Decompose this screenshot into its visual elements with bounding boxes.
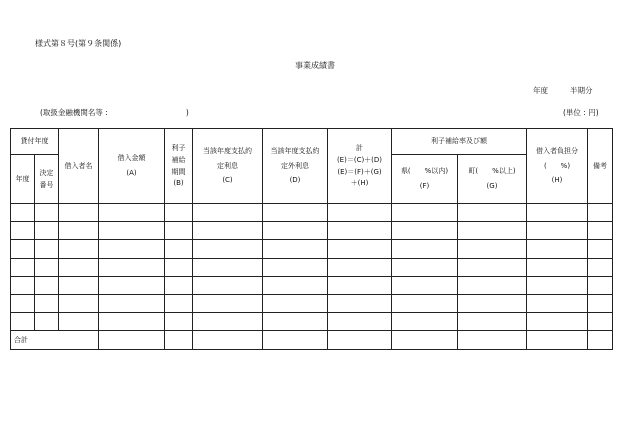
cell-prefecture[interactable] [392,276,458,294]
town-code: (G) [486,182,498,190]
total-cell[interactable] [527,331,588,350]
cell-town[interactable] [458,222,527,240]
half-label: 半期分 [570,86,593,95]
institution-line [40,107,189,118]
cell-year[interactable] [11,258,35,276]
period-line [533,85,593,96]
cell-subsidy-period[interactable] [165,294,193,312]
cell-non-contract-interest[interactable] [263,240,328,258]
header-row-1 [11,129,613,155]
col-total [328,129,392,204]
cell-non-contract-interest[interactable] [263,258,328,276]
total-cell[interactable] [328,331,392,350]
table-row [11,276,613,294]
prefecture-code: (F) [419,182,430,190]
cell-borrower-share[interactable] [527,222,588,240]
subsidy-period-line-3: 期間 [171,167,186,176]
cell-borrower[interactable] [59,294,99,312]
total-label: 計 [356,144,363,152]
cell-decision-number[interactable] [35,258,59,276]
total-cell[interactable] [588,331,613,350]
form-number: 様式第８号(第９条関係) [35,39,122,48]
total-cell[interactable] [458,331,527,350]
cell-loan-amount[interactable] [99,204,165,222]
year-label: 年度 [533,86,548,95]
institution-label: (取扱金融機関名等 : [40,108,108,117]
cell-total[interactable] [328,294,392,312]
cell-town[interactable] [458,204,527,222]
cell-borrower-share[interactable] [527,313,588,331]
table-row [11,313,613,331]
cell-borrower-share[interactable] [527,258,588,276]
cell-year[interactable] [11,222,35,240]
cell-remarks[interactable] [588,294,613,312]
cell-subsidy-period[interactable] [165,258,193,276]
cell-subsidy-period[interactable] [165,204,193,222]
table-row [11,258,613,276]
cell-contract-interest[interactable] [193,313,263,331]
total-cell[interactable] [263,331,328,350]
total-cell[interactable] [165,331,193,350]
cell-contract-interest[interactable] [193,204,263,222]
non-contract-interest-code: (D) [289,176,301,185]
cell-year[interactable] [11,276,35,294]
cell-prefecture[interactable] [392,258,458,276]
col-borrower-share [527,129,588,204]
total-cell[interactable] [392,331,458,350]
cell-subsidy-period[interactable] [165,276,193,294]
cell-town[interactable] [458,276,527,294]
town-label: 町( %以上) [468,167,516,176]
cell-borrower[interactable] [59,204,99,222]
col-borrower: 借入者名 [59,129,99,204]
col-town [458,155,527,204]
cell-total[interactable] [328,258,392,276]
subsidy-period-line-1: 利子 [171,144,186,152]
cell-year[interactable] [11,240,35,258]
cell-decision-number[interactable] [35,276,59,294]
cell-borrower[interactable] [59,276,99,294]
contract-interest-code: (C) [222,176,233,185]
borrower-share-label: 借入者負担分 [536,146,578,155]
borrower-share-pct: ( %) [543,161,571,170]
cell-total[interactable] [328,276,392,294]
table-row [11,222,613,240]
decision-number-line-2: 番号 [39,180,54,189]
subsidy-period-code: (B) [173,179,184,188]
non-contract-interest-line-1: 当該年度支払約 [270,146,320,155]
col-remarks: 備考 [588,129,613,204]
table-row [11,240,613,258]
cell-non-contract-interest[interactable] [263,294,328,312]
cell-decision-number[interactable] [35,313,59,331]
results-table [10,128,613,350]
subsidy-period-line-2: 補給 [171,155,186,164]
total-formula-1: (E)＝(C)＋(D) [336,155,383,164]
cell-borrower-share[interactable] [527,204,588,222]
cell-borrower[interactable] [59,313,99,331]
loan-amount-code: (A) [126,169,137,177]
cell-borrower-share[interactable] [527,276,588,294]
cell-remarks[interactable] [588,313,613,331]
unit-label: (単位 : 円) [563,108,599,117]
cell-year[interactable] [11,313,35,331]
cell-contract-interest[interactable] [193,258,263,276]
decision-number-line-1: 決定 [39,168,54,177]
cell-total[interactable] [328,313,392,331]
loan-amount-label: 借入金額 [117,154,146,163]
total-formula-2a: (E)＝(F)＋(G) [337,167,382,176]
col-prefecture [392,155,458,204]
col-loan-amount [99,129,165,204]
cell-contract-interest[interactable] [193,276,263,294]
cell-loan-amount[interactable] [99,222,165,240]
col-subsidy-rate: 利子補給率及び額 [392,129,527,155]
contract-interest-line-2: 定利息 [217,161,238,170]
institution-close: ) [185,108,189,117]
cell-year[interactable] [11,204,35,222]
cell-remarks[interactable] [588,204,613,222]
cell-town[interactable] [458,294,527,312]
cell-prefecture[interactable] [392,313,458,331]
cell-loan-amount[interactable] [99,313,165,331]
document-title: 事業成績書 [295,61,335,70]
cell-decision-number[interactable] [35,240,59,258]
table-row [11,294,613,312]
cell-non-contract-interest[interactable] [263,204,328,222]
cell-non-contract-interest[interactable] [263,222,328,240]
cell-total[interactable] [328,240,392,258]
table-row [11,204,613,222]
contract-interest-line-1: 当該年度支払約 [203,146,252,155]
cell-contract-interest[interactable] [193,294,263,312]
cell-borrower[interactable] [59,240,99,258]
cell-subsidy-period[interactable] [165,313,193,331]
cell-remarks[interactable] [588,222,613,240]
cell-town[interactable] [458,240,527,258]
cell-contract-interest[interactable] [193,222,263,240]
cell-borrower-share[interactable] [527,240,588,258]
cell-town[interactable] [458,258,527,276]
total-cell[interactable] [193,331,263,350]
col-subsidy-period [165,129,193,204]
prefecture-label: 県( %以内) [400,167,449,176]
total-row-label: 合計 [11,331,99,350]
total-formula-2b: ＋(H) [350,179,369,188]
cell-decision-number[interactable] [35,204,59,222]
total-row [11,331,613,350]
cell-loan-amount[interactable] [99,276,165,294]
cell-non-contract-interest[interactable] [263,276,328,294]
col-non-contract-interest [263,129,328,204]
borrower-share-code: (H) [551,176,563,185]
cell-year[interactable] [11,294,35,312]
cell-prefecture[interactable] [392,240,458,258]
cell-prefecture[interactable] [392,294,458,312]
cell-prefecture[interactable] [392,204,458,222]
cell-remarks[interactable] [588,258,613,276]
col-contract-interest [193,129,263,204]
cell-loan-amount[interactable] [99,240,165,258]
cell-loan-amount[interactable] [99,294,165,312]
cell-borrower-share[interactable] [527,294,588,312]
col-decision-number [35,155,59,204]
cell-contract-interest[interactable] [193,240,263,258]
cell-town[interactable] [458,313,527,331]
cell-subsidy-period[interactable] [165,222,193,240]
cell-prefecture[interactable] [392,222,458,240]
cell-non-contract-interest[interactable] [263,313,328,331]
col-year: 年度 [11,155,35,204]
cell-borrower[interactable] [59,258,99,276]
cell-total[interactable] [328,222,392,240]
cell-decision-number[interactable] [35,222,59,240]
cell-subsidy-period[interactable] [165,240,193,258]
non-contract-interest-line-2: 定外利息 [281,161,309,170]
cell-loan-amount[interactable] [99,258,165,276]
cell-remarks[interactable] [588,276,613,294]
cell-decision-number[interactable] [35,294,59,312]
table-body [11,204,613,331]
col-loan-year: 貸付年度 [11,129,59,155]
total-cell[interactable] [99,331,165,350]
cell-remarks[interactable] [588,240,613,258]
cell-total[interactable] [328,204,392,222]
cell-borrower[interactable] [59,222,99,240]
